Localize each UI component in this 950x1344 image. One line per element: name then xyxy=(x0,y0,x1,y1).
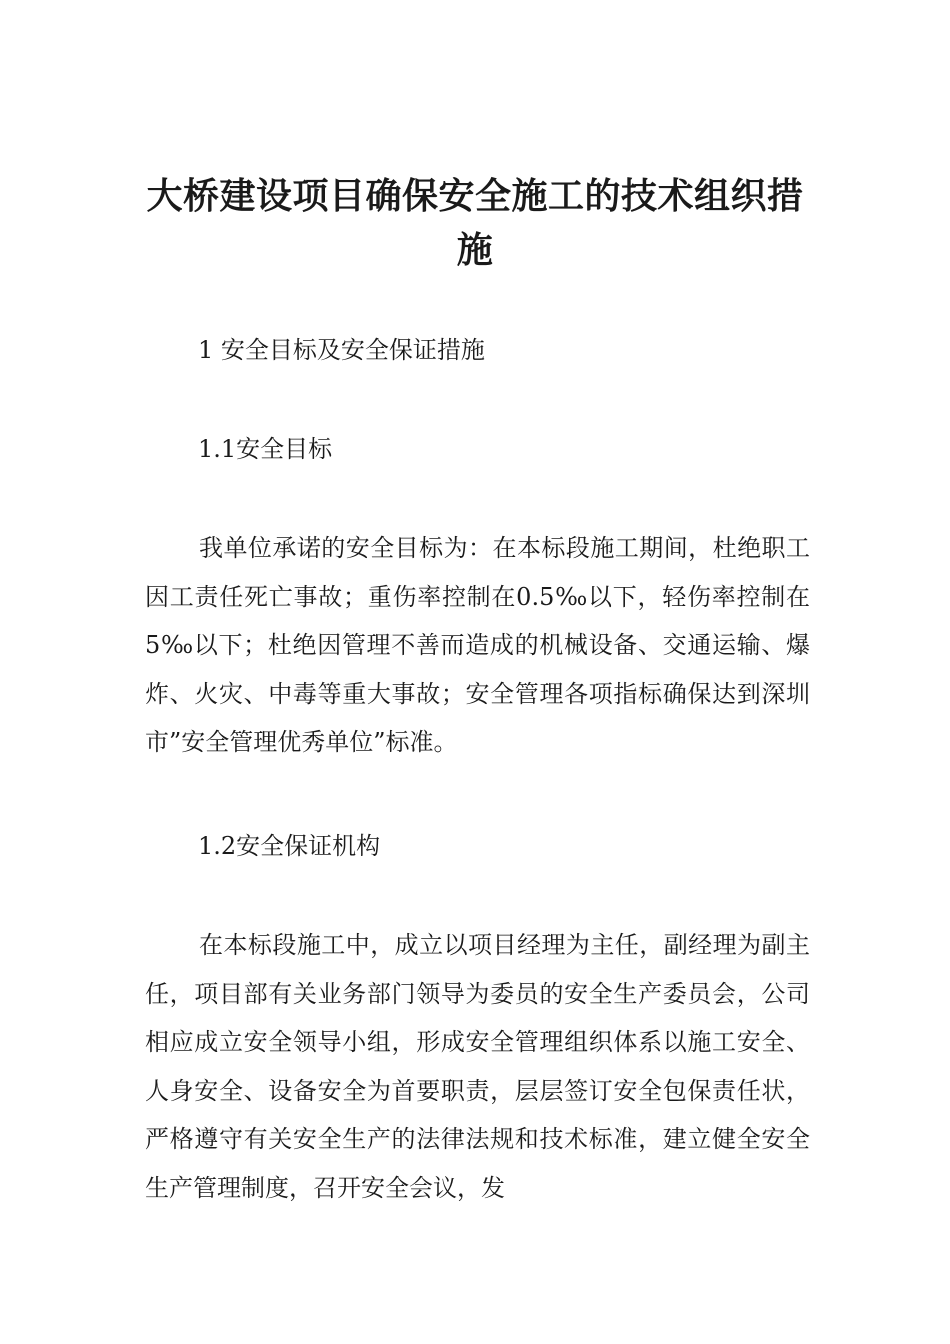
section-1-2-heading: 1.2安全保证机构 xyxy=(198,832,381,860)
section-1-1-body: 我单位承诺的安全目标为：在本标段施工期间，杜绝职工因工责任死亡事故；重伤率控制在0.5‰以下，轻伤率控制在5‰以下；杜绝因管理不善而造成的机械设备、交通运输、爆炸、火灾、中毒等重大事故；安全管理各项指标确保达到深圳市”安全管理优秀单位”标准。 xyxy=(145,534,810,756)
document-title: 大桥建设项目确保安全施工的技术组织措施 xyxy=(146,176,804,271)
section-1-2-body: 在本标段施工中，成立以项目经理为主任，副经理为副主任，项目部有关业务部门领导为委员的安全生产委员会，公司相应成立安全领导小组，形成安全管理组织体系以施工安全、人身安全、设备安全为首要职责，层层签订安全包保责任状，严格遵守有关安全生产的法律法规和技术标准，建立健全安全生产管理制度，召开安全会议，发 xyxy=(145,931,810,1202)
section-1-heading: 1 安全目标及安全保证措施 xyxy=(198,336,485,364)
section-1-1-heading: 1.1安全目标 xyxy=(198,435,333,463)
